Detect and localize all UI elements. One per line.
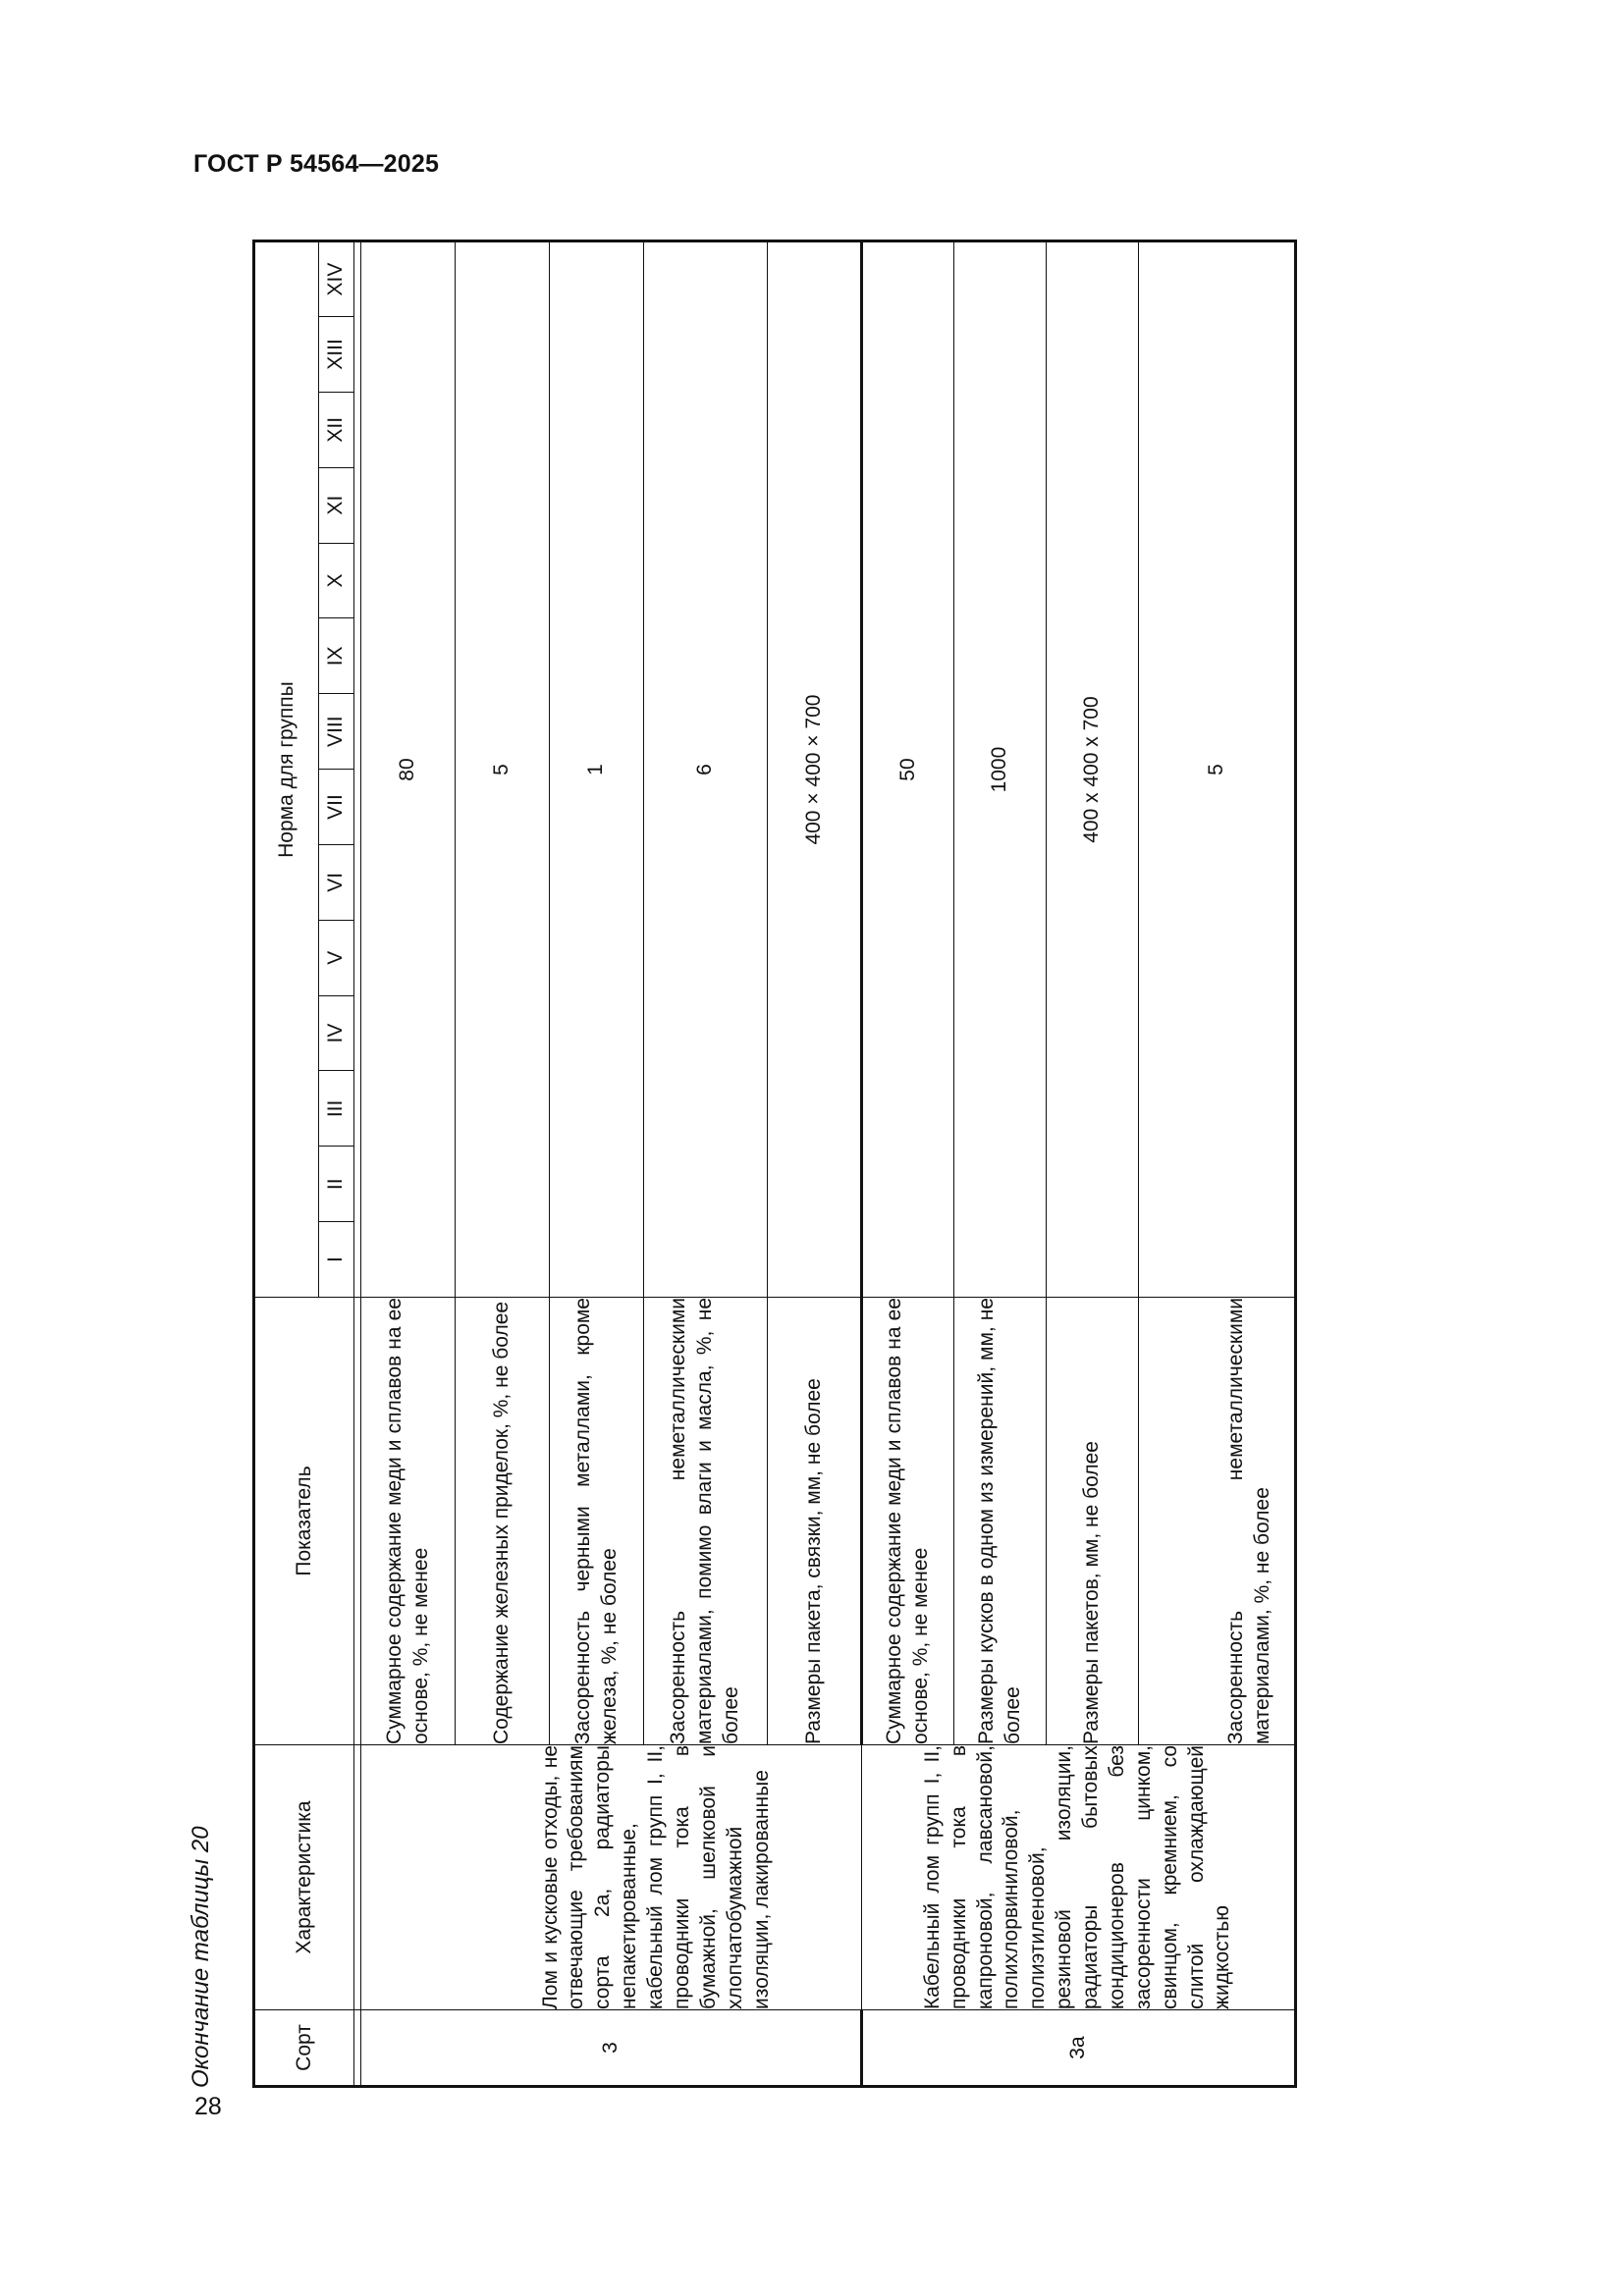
group-header: XIII bbox=[319, 317, 354, 393]
indicator-cell: Размеры пакета, связки, мм, не более bbox=[768, 1298, 862, 1745]
characteristic-cell: Кабельный лом групп I, II, проводники тока в капроновой, лавсановой, полихлорвиниловой, полиэтиленовой, резиновой изоляции, радиаторы бытовых кондиционеров без засоренности цинком, свинцом, кремнием, со слитой охлаждающей жидкостью bbox=[862, 1745, 1296, 2010]
indicator-cell: Засоренность неметаллическими материалами, помимо влаги и масла, %, не более bbox=[644, 1298, 768, 1745]
indicator-cell: Содержание железных приделок, %, не более bbox=[456, 1298, 550, 1745]
norm-value-cell: 80 bbox=[361, 241, 456, 1298]
norm-value-cell: 1000 bbox=[954, 241, 1047, 1298]
indicator-cell: Засоренность неметаллическими материалами, %, не более bbox=[1139, 1298, 1296, 1745]
table-20 bbox=[252, 240, 1297, 2088]
group-header: III bbox=[319, 1071, 354, 1147]
indicator-cell: Засоренность черными металлами, кроме железа, %, не более bbox=[550, 1298, 644, 1745]
group-header: VIII bbox=[319, 694, 354, 770]
column-header-sort: Сорт bbox=[254, 2010, 354, 2087]
indicator-cell: Размеры кусков в одном из измерений, мм, не более bbox=[954, 1298, 1047, 1745]
group-header: VII bbox=[319, 770, 354, 845]
norm-value-cell: 1 bbox=[550, 241, 644, 1298]
norm-value-cell: 50 bbox=[862, 241, 954, 1298]
group-header: XII bbox=[319, 392, 354, 467]
indicator-cell: Суммарное содержание меди и сплавов на ее основе, %, не менее bbox=[361, 1298, 456, 1745]
column-header-characteristic: Характеристика bbox=[254, 1745, 354, 2010]
column-header-norm: Норма для группы bbox=[254, 241, 319, 1298]
rotated-table-block bbox=[182, 223, 1281, 2088]
group-header: IV bbox=[319, 995, 354, 1071]
group-header: XI bbox=[319, 467, 354, 543]
norm-value-cell: 6 bbox=[644, 241, 768, 1298]
page-number: 28 bbox=[194, 2093, 222, 2120]
group-header: IX bbox=[319, 618, 354, 694]
norm-value-cell: 400 × 400 × 700 bbox=[768, 241, 862, 1298]
norm-value-cell: 400 x 400 x 700 bbox=[1047, 241, 1139, 1298]
characteristic-text: Лом и кусковые отходы, не отвечающие требованиям сорта 2а, радиаторы непакетированные, кабельный лом групп I, II, проводники тока в бумажной, шелковой и хлопчатобумажной изоляции, лакированные bbox=[538, 1745, 773, 2009]
table-caption: Окончание таблицы 20 bbox=[188, 1826, 214, 2088]
sort-cell: 3 bbox=[361, 2010, 862, 2087]
group-header: I bbox=[319, 1222, 354, 1298]
sort-cell: 3а bbox=[862, 2010, 1296, 2087]
group-header: II bbox=[319, 1147, 354, 1222]
group-header: V bbox=[319, 920, 354, 995]
document-header: ГОСТ Р 54564—2025 bbox=[193, 150, 440, 178]
norm-value-cell: 5 bbox=[456, 241, 550, 1298]
indicator-cell: Размеры пакетов, мм, не более bbox=[1047, 1298, 1139, 1745]
group-header: X bbox=[319, 543, 354, 618]
column-header-indicator: Показатель bbox=[254, 1298, 354, 1745]
group-header: VI bbox=[319, 844, 354, 920]
group-header: XIV bbox=[319, 241, 354, 317]
indicator-cell: Суммарное содержание меди и сплавов на ее основе, %, не менее bbox=[862, 1298, 954, 1745]
characteristic-cell bbox=[361, 1745, 862, 2010]
norm-value-cell: 5 bbox=[1139, 241, 1296, 1298]
